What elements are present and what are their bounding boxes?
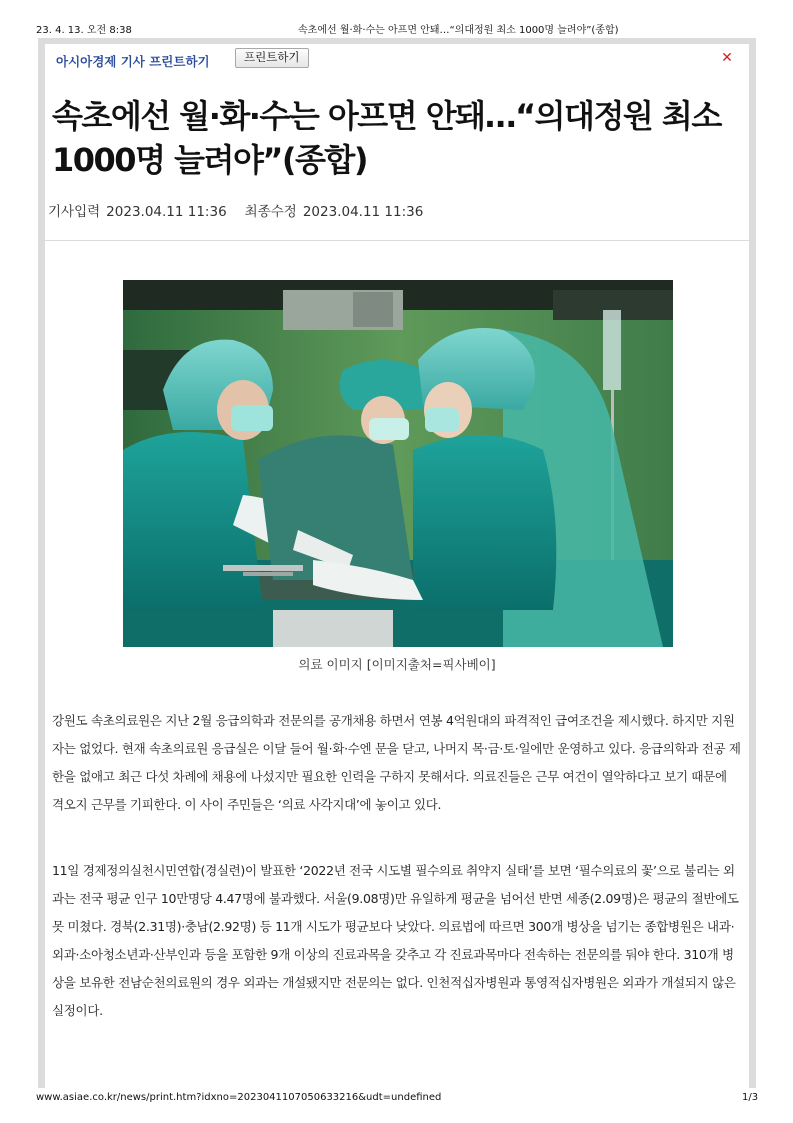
published-date: 2023.04.11 11:36	[106, 204, 227, 220]
brand-bar	[45, 44, 749, 76]
print-date: 23. 4. 13. 오전 8:38	[36, 25, 132, 36]
article-headline: 속초에선 월·화·수는 아프면 안돼…“의대정원 최소 1000명 늘려야”(종합)	[52, 97, 721, 179]
modified-date: 2023.04.11 11:36	[302, 204, 424, 220]
print-footer	[0, 1088, 793, 1123]
published-label: 기사입력	[48, 204, 101, 220]
article-paragraph: 11일 경제정의실천시민연합(경실련)이 발표한 ‘2022년 전국 시도별 필수의료 취약지 실태’를 보면 ‘필수의료의 꽃’으로 불리는 외과는 전국 평균 인구 10만명당 4.47명에 불과했다. 서울(9.08명)만 유일하게 평균을 넘어선 반면 세종(2.09명)은 평균의 절반에도 못 미쳤다. 경북(2.31명)·충남(2.92명) 등 11개 시도가 평균보다 낮았다. 의료법에 따르면 300개 병상을 넘기는 종합병원은 내과·외과·소아청소년과·산부인과 등을 포함한 9개 이상의 진료과목을 갖추고 각 진료과목마다 전속하는 전문의를 둬야 한다. 310개 병상을 보유한 전남순천의료원의 경우 외과는 개설됐지만 전문의는 없다. 인천적십자병원과 통영적십자병원은 외과가 개설되지 않은 실정이다.	[52, 863, 739, 1018]
brand-title: 아시아경제 기사 프린트하기	[56, 54, 210, 69]
header-divider	[45, 240, 749, 241]
modified-label: 최종수정	[244, 204, 297, 220]
print-header	[0, 0, 793, 36]
article-paragraph: 강원도 속초의료원은 지난 2월 응급의학과 전문의를 공개채용 하면서 연봉 4억원대의 파격적인 급여조건을 제시했다. 하지만 지원자는 없었다. 현재 속초의료원 응급실은 이달 들어 월·화·수엔 문을 닫고, 나머지 목·금·토·일에만 운영하고 있다. 응급의학과 전공 제한을 없애고 최근 다섯 차례에 채용에 나섰지만 필요한 인력을 구하지 못해서다. 의료진들은 근무 여건이 열악하다고 보기 때문에 격오지 근무를 기피한다. 이 사이 주민들은 ‘의료 사각지대’에 놓이고 있다.	[52, 713, 741, 812]
print-document-title: 속초에선 월·화·수는 아프면 안돼…“의대정원 최소 1000명 늘려야”(종합)	[298, 25, 619, 36]
article-photo	[123, 280, 673, 647]
print-url: www.asiae.co.kr/news/print.htm?idxno=2023041107050633216&udt=undefined	[36, 1092, 442, 1103]
photo-caption: 의료 이미지 [이미지출처=픽사베이]	[298, 657, 496, 672]
surgery-photo-illustration	[123, 280, 673, 647]
close-icon[interactable]: ✕	[721, 50, 733, 66]
article-paper	[45, 44, 749, 1088]
page-number: 1/3	[742, 1092, 759, 1103]
article-meta	[48, 200, 423, 220]
print-button[interactable]: 프린트하기	[235, 48, 309, 68]
